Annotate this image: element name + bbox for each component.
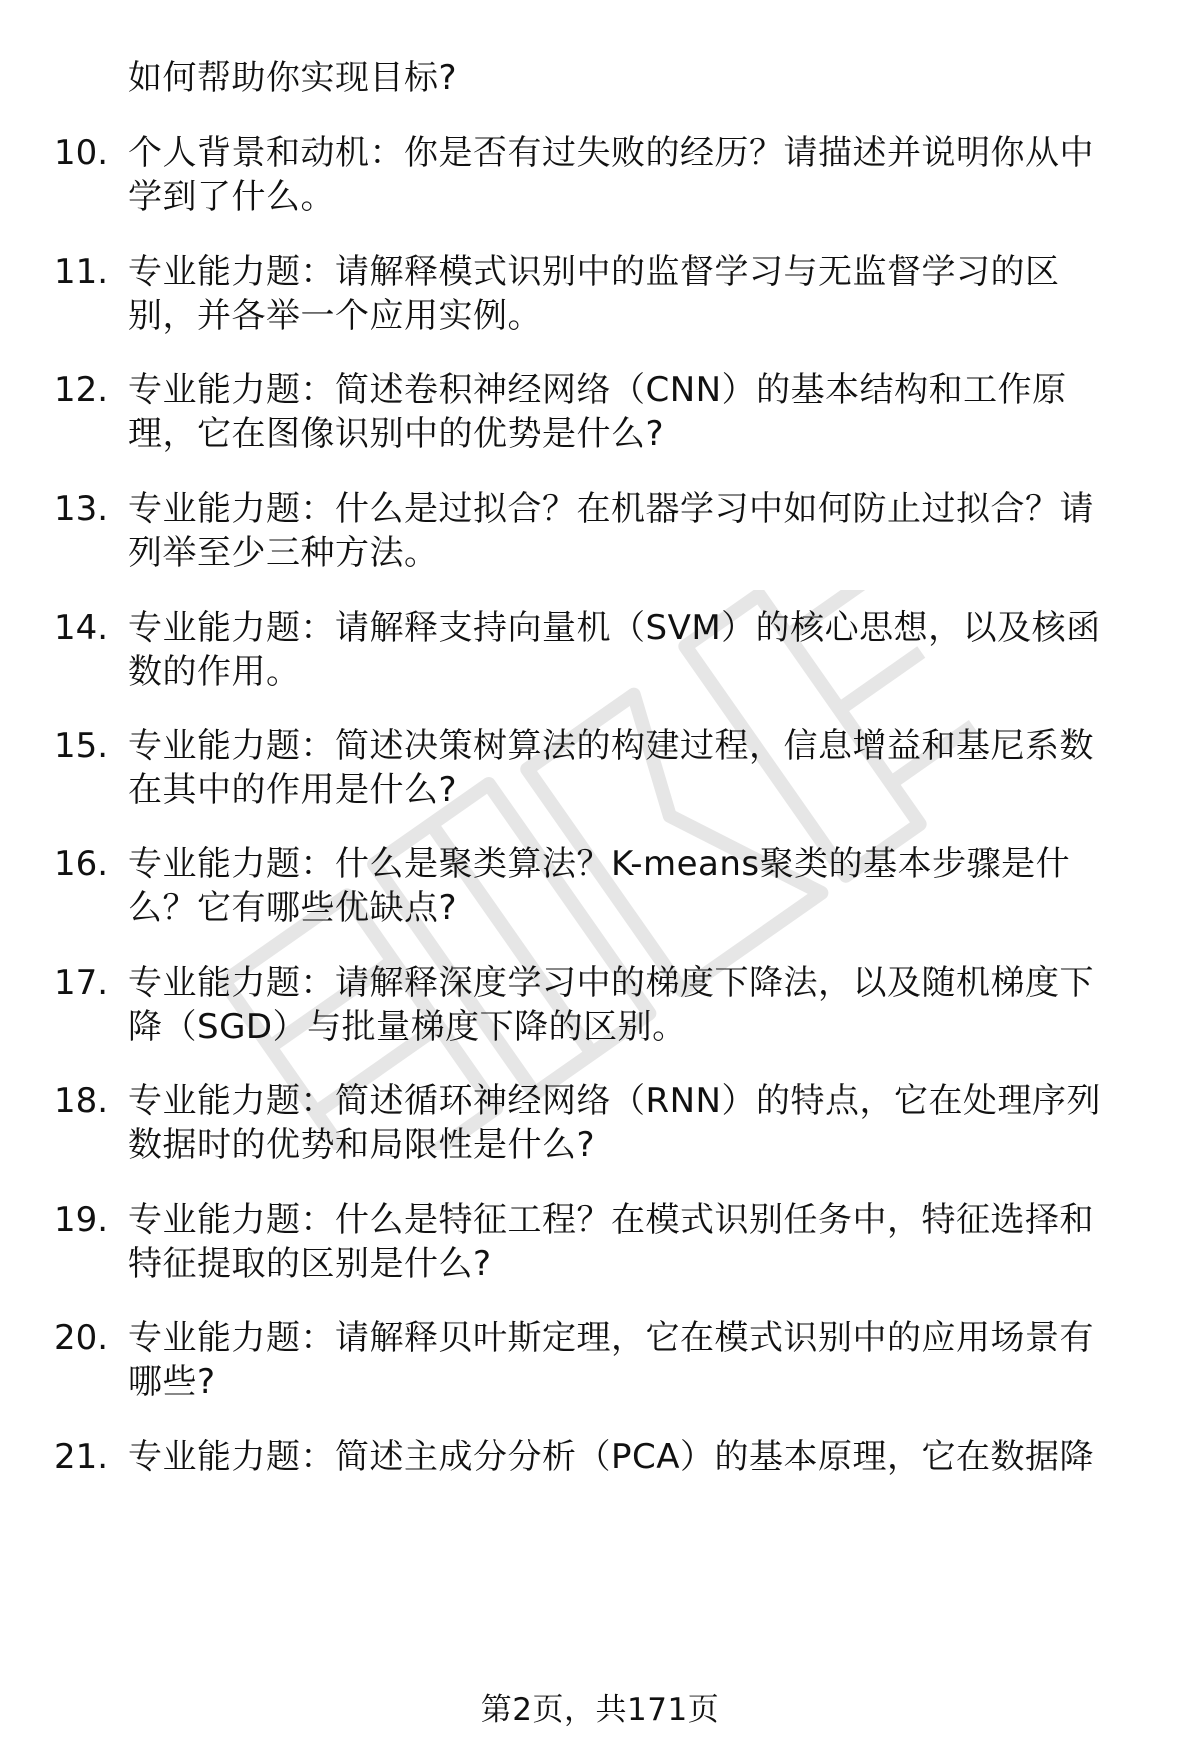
question-text-line: 别，并各举一个应用实例。 bbox=[128, 296, 542, 336]
question-text-line: 在其中的作用是什么? bbox=[128, 770, 458, 810]
question-number: 13. bbox=[54, 489, 109, 529]
question-text-line: 数的作用。 bbox=[128, 652, 301, 692]
question-text-line: 理，它在图像识别中的优势是什么? bbox=[128, 414, 665, 454]
question-number: 21. bbox=[54, 1437, 109, 1477]
question-text-line: 学到了什么。 bbox=[128, 177, 335, 217]
page-number-footer: 第2页，共171页 bbox=[480, 1692, 720, 1728]
question-text-line: 哪些? bbox=[128, 1362, 216, 1402]
question-text-line: 专业能力题：请解释深度学习中的梯度下降法，以及随机梯度下 bbox=[128, 963, 1094, 1003]
question-text-line: 专业能力题：什么是特征工程？在模式识别任务中，特征选择和 bbox=[128, 1200, 1094, 1240]
question-text-line: 数据时的优势和局限性是什么? bbox=[128, 1125, 596, 1165]
question-number: 12. bbox=[54, 370, 109, 410]
question-number: 11. bbox=[54, 252, 109, 292]
question-text-line: 专业能力题：请解释贝叶斯定理，它在模式识别中的应用场景有 bbox=[128, 1318, 1094, 1358]
question-text-line: 么？它有哪些优缺点? bbox=[128, 888, 458, 928]
question-number: 19. bbox=[54, 1200, 109, 1240]
question-number: 15. bbox=[54, 726, 109, 766]
continuation-line: 如何帮助你实现目标? bbox=[128, 58, 458, 98]
question-text-line: 专业能力题：请解释模式识别中的监督学习与无监督学习的区 bbox=[128, 252, 1060, 292]
question-text-line: 专业能力题：简述循环神经网络（RNN）的特点，它在处理序列 bbox=[128, 1081, 1101, 1121]
question-text-line: 专业能力题：简述卷积神经网络（CNN）的基本结构和工作原 bbox=[128, 370, 1067, 410]
question-text-line: 专业能力题：简述主成分分析（PCA）的基本原理，它在数据降 bbox=[128, 1437, 1094, 1477]
question-number: 17. bbox=[54, 963, 109, 1003]
question-text-line: 列举至少三种方法。 bbox=[128, 533, 439, 573]
question-text-line: 个人背景和动机：你是否有过失败的经历？请描述并说明你从中 bbox=[128, 133, 1094, 173]
question-text-line: 特征提取的区别是什么? bbox=[128, 1244, 492, 1284]
question-text-line: 专业能力题：什么是聚类算法？K-means聚类的基本步骤是什 bbox=[128, 844, 1071, 884]
question-text-line: 专业能力题：什么是过拟合？在机器学习中如何防止过拟合？请 bbox=[128, 489, 1094, 529]
question-text-line: 专业能力题：请解释支持向量机（SVM）的核心思想，以及核函 bbox=[128, 608, 1101, 648]
question-number: 10. bbox=[54, 133, 109, 173]
question-number: 20. bbox=[54, 1318, 109, 1358]
question-text-line: 专业能力题：简述决策树算法的构建过程，信息增益和基尼系数 bbox=[128, 726, 1094, 766]
question-number: 14. bbox=[54, 608, 109, 648]
question-number: 18. bbox=[54, 1081, 109, 1121]
question-number: 16. bbox=[54, 844, 109, 884]
question-text-line: 降（SGD）与批量梯度下降的区别。 bbox=[128, 1007, 687, 1047]
